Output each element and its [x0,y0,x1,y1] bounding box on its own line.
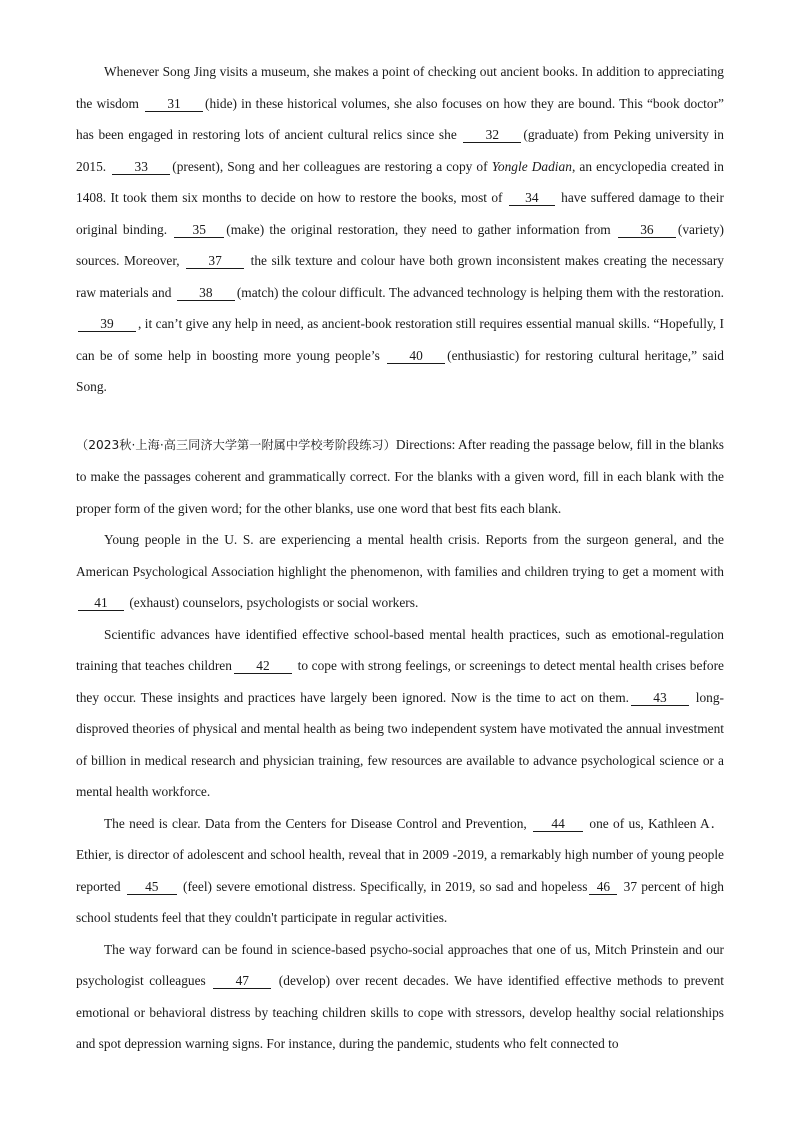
blank-45[interactable]: 45 [127,879,177,895]
text-run: to cope with strong feelings, or screenings to detect mental health crises before they occur. These insights and practices have largely been ignored. Now is the time to act on them. [76,658,724,705]
blank-34[interactable]: 34 [509,190,555,206]
text-run: Young people in the U. S. are experiencing a mental health crisis. Reports from the surgeon general, and the American Psychological Association highlight the phenomenon, with families and children trying to get a moment with [76,532,724,579]
source-label: （2023秋·上海·高三同济大学第一附属中学校考阶段练习） [76,437,396,452]
passage2-paragraph-2 [76,619,724,808]
text-run: one of us, Kathleen A．Ethier, is director of adolescent and school health, reveal that in 2009 -2019, a remarkably high number of young people reported [76,815,724,894]
text-run: (match) the colour difficult. The advanced technology is helping them with the restoration. [236,284,724,300]
blank-36[interactable]: 36 [618,222,676,238]
document-page [76,56,724,1060]
blank-37[interactable]: 37 [186,253,244,269]
text-run: Scientific advances have identified effective school-based mental health practices, such as emotional-regulation training that teaches children [76,626,724,673]
text-run: (variety) sources. Moreover, [76,221,724,268]
text-run: long-disproved theories of physical and mental health as being two independent system have motivated the annual investment of billion in medical research and physician training, few resources are available to advance psychological science or a mental health workforce. [76,689,724,799]
text-run: the silk texture and colour have both grown inconsistent makes creating the necessary raw materials and [76,253,724,300]
blank-42[interactable]: 42 [234,658,292,674]
text-run: Whenever Song Jing visits a museum, she makes a point of checking out ancient books. In addition to appreciating the wisdom [76,64,724,111]
text-run: (exhaust) counselors, psychologists or social workers. [126,595,419,610]
text-run: (present), Song and her colleagues are restoring a copy of [172,158,492,174]
text-run: (enthusiastic) for restoring cultural heritage,” said Song. [76,347,724,394]
text-run: The need is clear. Data from the Centers for Disease Control and Prevention, [104,815,532,831]
blank-47[interactable]: 47 [213,973,271,989]
blank-38[interactable]: 38 [177,285,235,301]
text-run: (graduate) from Peking university in 2015. [76,127,724,174]
blank-46[interactable]: 46 [589,879,617,895]
blank-41[interactable]: 41 [78,595,124,611]
book-title: Yongle Dadian [491,158,572,174]
directions-text: Directions: After reading the passage below, fill in the blanks to make the passages coherent and grammatically correct. For the blanks with a given word, fill in each blank with the proper form of the given word; for the other blanks, use one word that best fits each blank. [76,436,725,516]
text-run: (make) the original restoration, they need to gather information from [226,221,616,237]
passage1-paragraph [76,56,724,403]
text-run: 37 percent of high school students feel that they couldn't participate in regular activities. [76,878,724,925]
blank-32[interactable]: 32 [463,127,521,143]
directions-paragraph [76,429,724,525]
blank-35[interactable]: 35 [174,222,224,238]
blank-39[interactable]: 39 [78,316,136,332]
text-run: , it can’t give any help in need, as ancient-book restoration still requires essential manual skills. “Hopefully, I can be of some help in boosting more young people’s [76,316,724,363]
text-run: (hide) in these historical volumes, she also focuses on how they are bound. This “book doctor” has been engaged in restoring lots of ancient cultural relics since she [76,95,724,142]
passage2-paragraph-4 [76,934,724,1060]
text-run: (develop) over recent decades. We have identified effective methods to prevent emotional or behavioral distress by teaching children skills to cope with stressors, develop healthy social relationships and spot depression warning signs. For instance, during the pandemic, students who felt connected to [76,973,725,1051]
section-gap [76,403,724,429]
passage2-paragraph-3 [76,808,724,934]
text-run: (feel) severe emotional distress. Specifically, in 2019, so sad and hopeless [178,878,588,894]
blank-44[interactable]: 44 [533,816,583,832]
text-run: The way forward can be found in science-based psycho-social approaches that one of us, Mitch Prinstein and our psychologist colleagues [76,941,724,988]
text-run: , an encyclopedia created in 1408. It took them six months to decide on how to restore the books, most of [76,158,725,205]
blank-31[interactable]: 31 [145,96,203,112]
text-run: have suffered damage to their original binding. [76,190,724,237]
blank-40[interactable]: 40 [387,348,445,364]
blank-43[interactable]: 43 [631,690,689,706]
passage2-paragraph-1 [76,524,724,619]
blank-33[interactable]: 33 [112,159,170,175]
